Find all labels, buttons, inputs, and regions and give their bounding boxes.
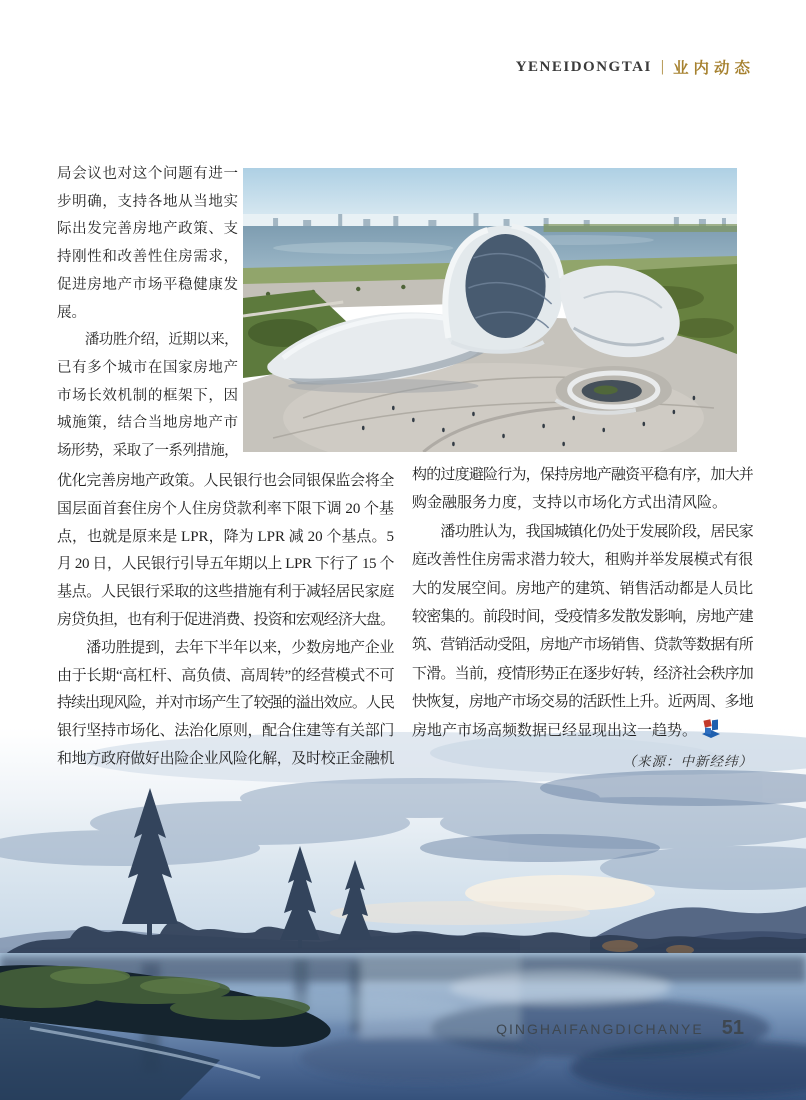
bottom-photo-lake-dusk: [0, 728, 806, 1100]
text-line: 促进房地产市场平稳健康发: [57, 276, 238, 293]
header-divider: |: [660, 58, 664, 75]
text-line: 已有多个城市在国家房地产: [57, 359, 238, 376]
text-line: 大的发展空间。房地产的建筑、销售活动都是人员比: [412, 580, 753, 597]
page-header: [516, 56, 755, 78]
text-line: 下滑。当前，疫情形势正在逐步好转，经济社会秩序加: [412, 665, 753, 682]
journal-name-latin: YENEIDONGTAI: [515, 58, 652, 75]
text-line: 银行坚持市场化、法治化原则，配合住建等有关部门: [57, 723, 394, 740]
article-column-narrow: [57, 161, 238, 466]
opera-house-illustration: [243, 168, 737, 452]
top-photo-opera-house: [243, 168, 737, 452]
section-title: 业内动态: [672, 60, 755, 77]
text-line: 由于长期“高杠杆、高负债、高周转”的经营模式不可: [57, 667, 394, 684]
text-line: 潘功胜提到，去年下半年以来，少数房地产企业: [57, 639, 394, 656]
text-line: 筑、营销活动受阻，房地产市场销售、贷款等数据有所: [412, 637, 753, 654]
text-line: 持刚性和改善性住房需求，: [57, 249, 238, 266]
text-line: 国层面首套住房个人住房贷款利率下限下调 20 个基: [57, 500, 394, 517]
text-line: 场形势，采取了一系列措施，: [57, 443, 238, 460]
article-source: （来源：中新经纬）: [622, 754, 753, 770]
text-line: 月 20 日，人民银行引导五年期以上 LPR 下行了 15 个: [57, 556, 394, 573]
text-line: 庭改善性住房需求潜力较大，租购并举发展模式有很: [412, 552, 753, 569]
text-line: 优化完善房地产政策。人民银行也会同银保监会将全: [57, 473, 394, 489]
text-line: 潘功胜认为，我国城镇化仍处于发展阶段，居民家: [412, 523, 753, 540]
article-column-right: [412, 461, 753, 776]
page-footer: [0, 1017, 806, 1040]
text-line: 点，也就是原来是 LPR，降为 LPR 减 20 个基点。5: [57, 528, 394, 545]
text-line: 市场长效机制的框架下，因: [57, 387, 238, 404]
publisher-end-mark-icon: [700, 718, 722, 739]
footer-journal-name: QINGHAIFANGDICHANYE: [496, 1021, 704, 1037]
text-line: 房地产市场高频数据已经显现出这一趋势。: [412, 722, 698, 739]
text-line: 城施策，结合当地房地产市: [57, 415, 238, 432]
text-line: 持续出现风险，并对市场产生了较强的溢出效应。人民: [57, 695, 394, 712]
text-line: 构的过度避险行为，保持房地产融资平稳有序，加大并: [412, 467, 753, 483]
text-line: 房贷负担，也有利于促进消费、投资和宏观经济大盘。: [57, 611, 394, 628]
text-line: 潘功胜介绍，近期以来，: [57, 332, 238, 349]
publisher-logo-icon: [700, 718, 722, 739]
text-line: 展。: [57, 304, 86, 321]
text-line: 购金融服务力度，支持以市场化方式出清风险。: [412, 495, 728, 512]
lake-landscape-illustration: [0, 728, 806, 1100]
text-line: 快恢复，房地产市场交易的活跃性上升。近两周、多地: [412, 694, 753, 711]
page-number: 51: [721, 1017, 744, 1039]
article-column-left: [57, 468, 394, 774]
text-line: 和地方政府做好出险企业风险化解，及时校正金融机: [57, 750, 394, 767]
text-line: 基点。人民银行采取的这些措施有利于减轻居民家庭: [57, 584, 394, 601]
text-line: 际出发完善房地产政策、支: [57, 221, 238, 238]
text-line: 较密集的。前段时间，受疫情多发散发影响，房地产建: [412, 609, 753, 626]
text-line: 局会议也对这个问题有进一: [57, 166, 238, 182]
right-column-lines: [412, 461, 753, 745]
text-line: 步明确，支持各地从当地实: [57, 193, 238, 210]
